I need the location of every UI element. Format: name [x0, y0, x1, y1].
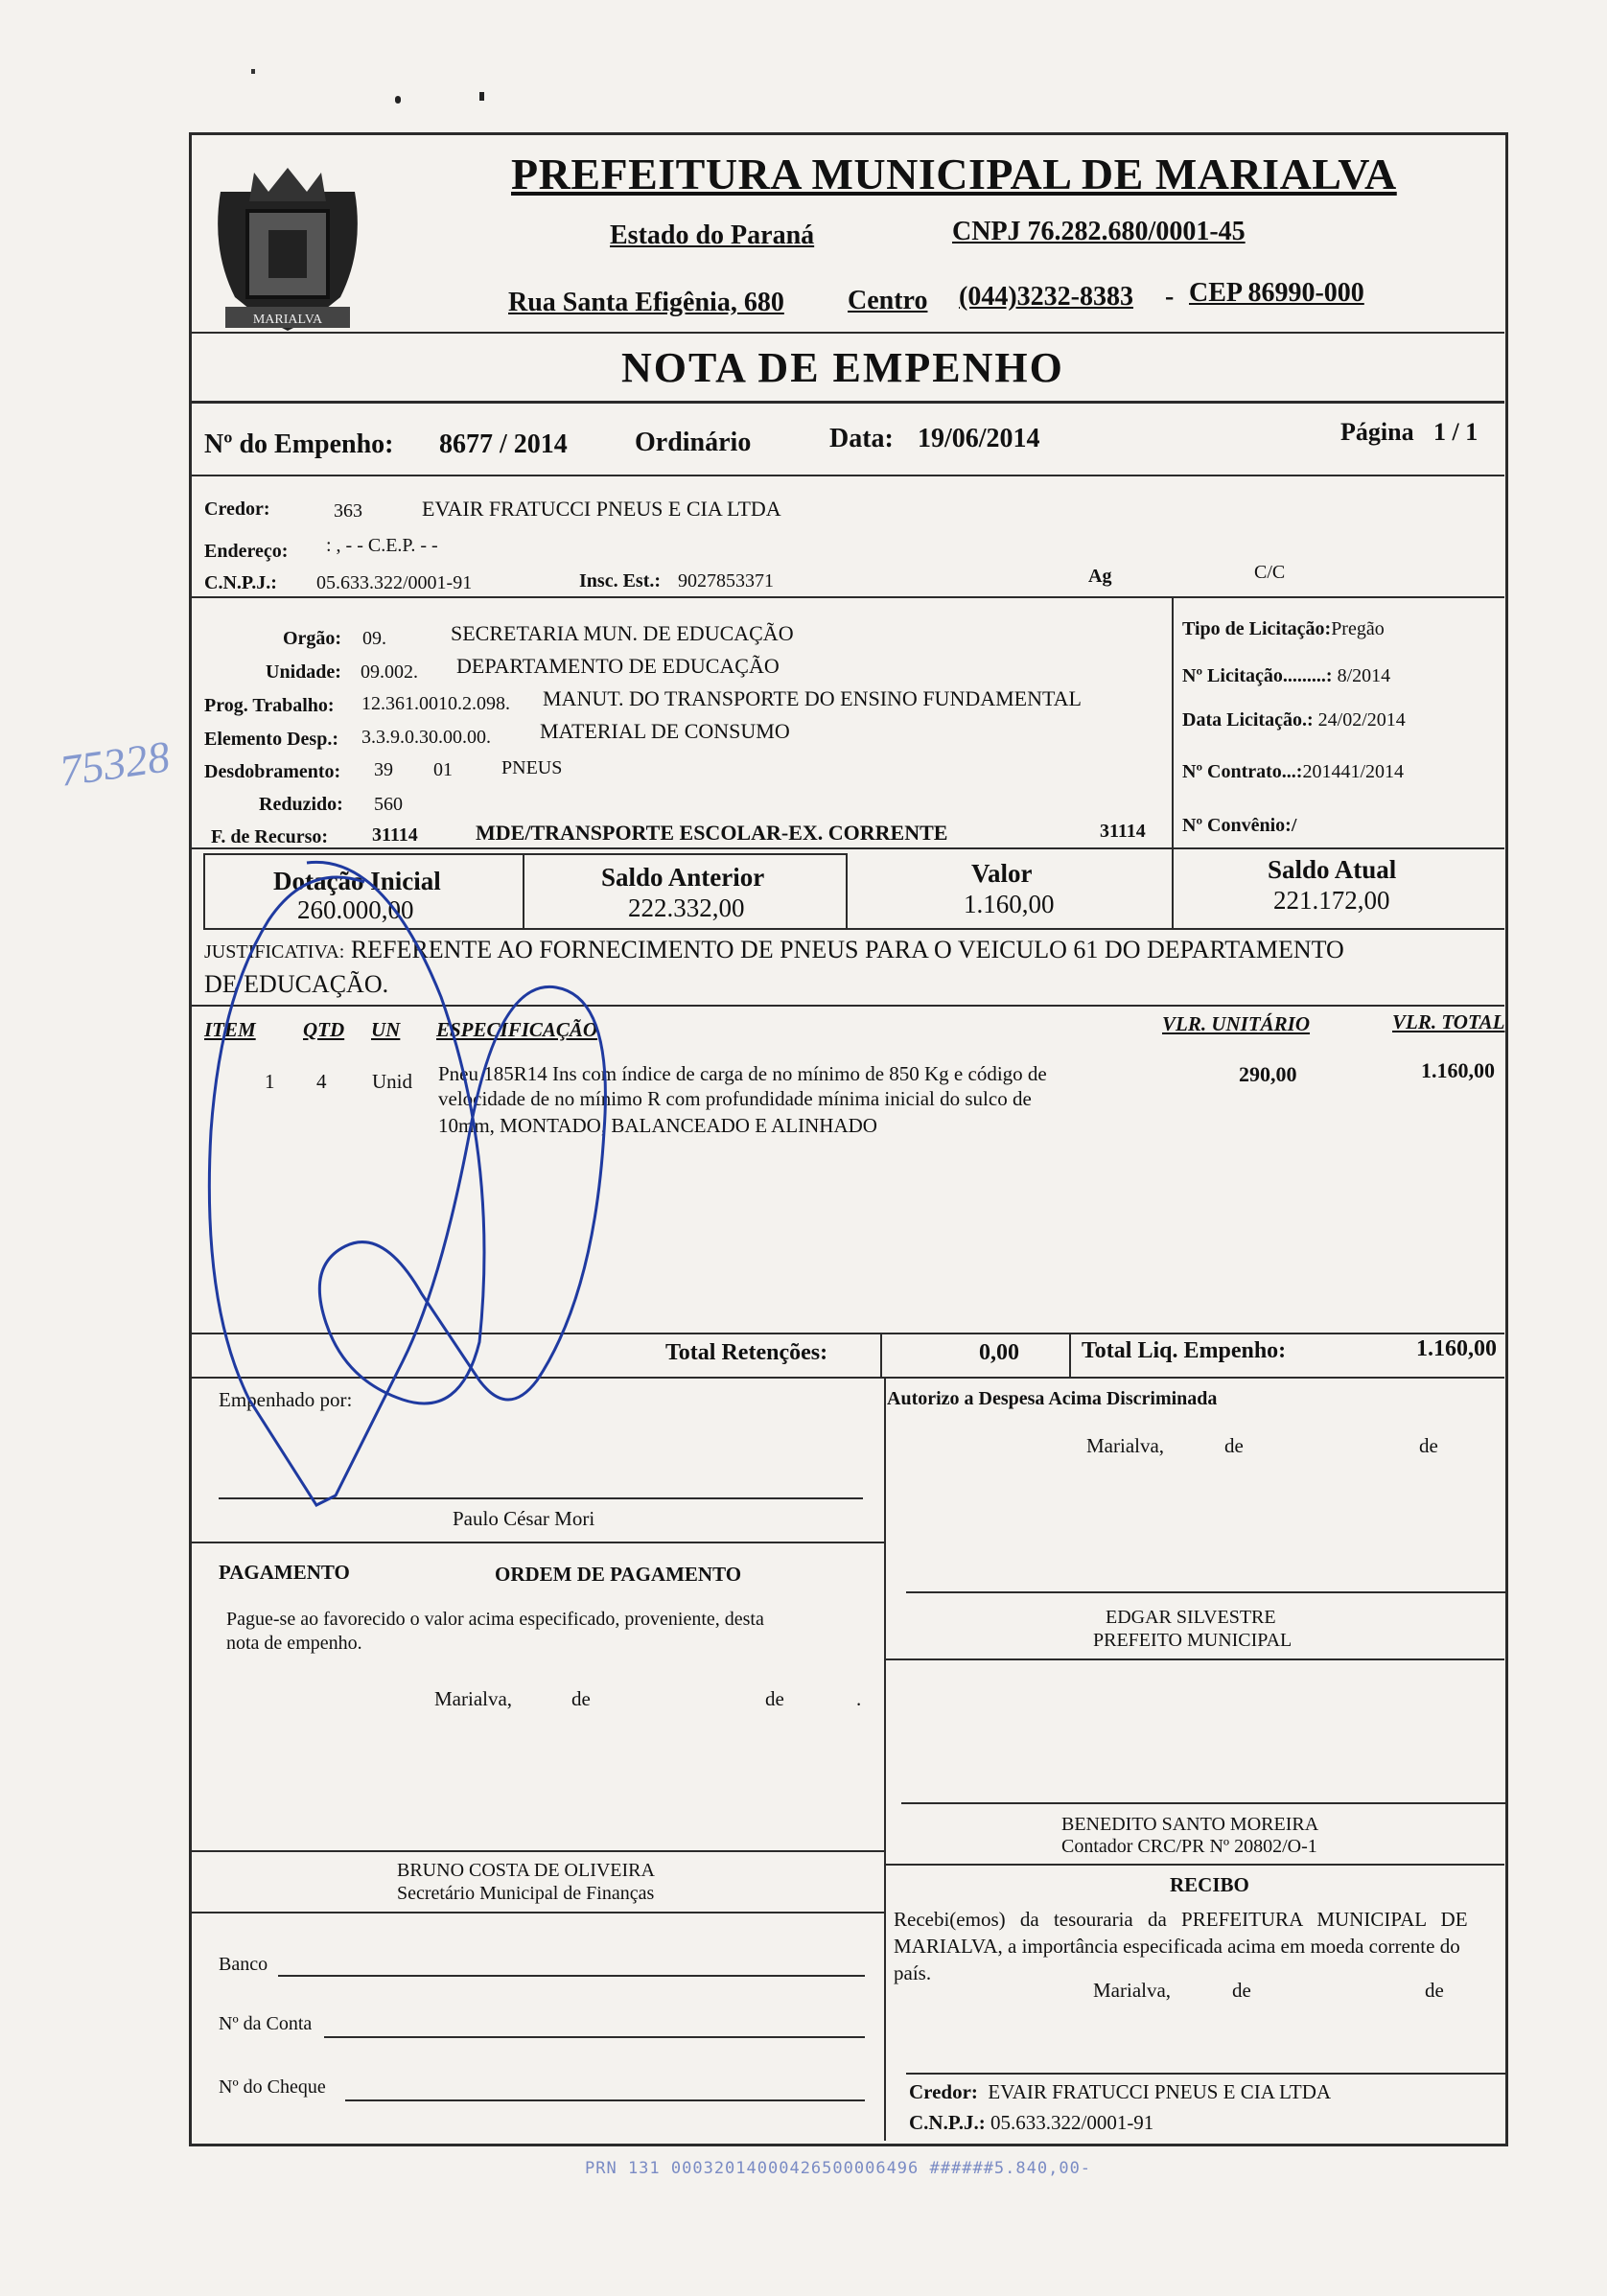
ag-label: Ag [1088, 566, 1112, 587]
scan-speck [479, 92, 484, 101]
banco-label: Banco [219, 1954, 268, 1975]
tipo-licitacao-value: Pregão [1331, 618, 1385, 639]
recibo-de1: de [1232, 1979, 1251, 2002]
signature-line [906, 1591, 1508, 1593]
recibo-credor-label: Credor: [909, 2080, 978, 2103]
recibo-place: Marialva, [1093, 1979, 1172, 2002]
cep: CEP 86990-000 [1189, 278, 1364, 308]
anterior-value: 222.332,00 [628, 893, 745, 922]
desdobr-sub: 01 [433, 759, 453, 780]
ordem-label: ORDEM DE PAGAMENTO [495, 1563, 742, 1586]
col-un: UN [371, 1018, 401, 1041]
crest-icon [201, 153, 374, 345]
insc-value: 9027853371 [678, 570, 774, 591]
divider-v [1172, 596, 1174, 847]
signature-line [906, 2073, 1508, 2075]
recibo-label: RECIBO [1170, 1873, 1249, 1896]
valor-label: Valor [971, 859, 1033, 888]
data-licitacao [1182, 709, 1406, 731]
conta-field[interactable] [324, 2036, 865, 2038]
liq-label: Total Liq. Empenho: [1082, 1338, 1287, 1363]
page-number: 1 / 1 [1433, 418, 1479, 446]
empenho-date: 19/06/2014 [918, 424, 1040, 453]
item-vlr-total: 1.160,00 [1421, 1058, 1495, 1082]
cnpj-value: 05.633.322/0001-91 [316, 572, 473, 593]
autorizo-de1: de [1224, 1434, 1244, 1457]
divider-v [884, 1377, 886, 2141]
recibo-text-3: país. [894, 1961, 932, 1984]
signature-line [901, 1802, 1507, 1804]
cheque-field[interactable] [345, 2099, 865, 2101]
divider [884, 1658, 1504, 1660]
contador-name: BENEDITO SANTO MOREIRA [1061, 1814, 1319, 1835]
page-title: PREFEITURA MUNICIPAL DE MARIALVA [511, 150, 1397, 198]
credor-label: Credor: [204, 499, 270, 520]
autorizo-label: Autorizo a Despesa Acima Discriminada [887, 1388, 1218, 1409]
address-value: : , - - C.E.P. - - [326, 535, 438, 556]
contrato [1182, 761, 1404, 783]
recibo-credor-name: EVAIR FRATUCCI PNEUS E CIA LTDA [988, 2080, 1332, 2103]
convenio-label: Nº Convênio:/ [1182, 815, 1297, 836]
anterior-label: Saldo Anterior [601, 863, 765, 892]
col-vlr-total: VLR. TOTAL [1392, 1010, 1505, 1033]
prog-name: MANUT. DO TRANSPORTE DO ENSINO FUNDAMENTAL [543, 686, 1082, 710]
pagamento-place: Marialva, [434, 1687, 513, 1710]
insc-label: Insc. Est.: [579, 570, 662, 591]
divider [191, 332, 1504, 334]
col-espec: ESPECIFICAÇÃO [436, 1018, 598, 1041]
empenhado-name: Paulo César Mori [453, 1507, 595, 1530]
desdobr-code: 39 [374, 759, 393, 780]
recurso-name: MDE/TRANSPORTE ESCOLAR-EX. CORRENTE [476, 821, 948, 845]
credor-code: 363 [334, 500, 362, 522]
num-licitacao-label: Nº Licitação.........: [1182, 665, 1333, 686]
justificativa-line1: REFERENTE AO FORNECIMENTO DE PNEUS PARA O VEICULO 61 DO DEPARTAMENTO [350, 936, 1344, 963]
contrato-label: Nº Contrato...: [1182, 761, 1303, 782]
divider-v [1172, 847, 1174, 930]
item-espec-3: 10mm, MONTADO, BALANCEADO E ALINHADO [438, 1114, 877, 1137]
orgao-code: 09. [362, 628, 386, 649]
desdobr-name: PNEUS [501, 757, 563, 778]
cnpj-header: CNPJ 76.282.680/0001-45 [952, 217, 1246, 246]
pagamento-de1: de [571, 1687, 591, 1710]
item-espec-1: Pneu 185R14 Ins com índice de carga de no mínimo de 850 Kg e código de [438, 1062, 1047, 1085]
empenho-number-label: Nº do Empenho: [204, 429, 394, 459]
recibo-cnpj [909, 2111, 1153, 2135]
justificativa-label: JUSTIFICATIVA: [204, 941, 345, 962]
atual-value: 221.172,00 [1273, 886, 1390, 915]
orgao-name: SECRETARIA MUN. DE EDUCAÇÃO [451, 621, 794, 645]
orgao-label: Orgão: [283, 628, 342, 649]
divider [191, 1542, 885, 1543]
item-un: Unid [372, 1070, 412, 1093]
divider-v [1069, 1333, 1071, 1377]
dash: - [1165, 282, 1175, 312]
recibo-cnpj-label: C.N.P.J.: [909, 2111, 986, 2134]
recibo-de2: de [1425, 1979, 1444, 2002]
data-licitacao-label: Data Licitação.: [1182, 709, 1314, 731]
page-label: Página [1340, 418, 1414, 446]
cnpj-label: C.N.P.J.: [204, 572, 277, 593]
phone: (044)3232-8383 [959, 282, 1133, 312]
elemento-name: MATERIAL DE CONSUMO [540, 719, 790, 743]
autorizo-place: Marialva, [1086, 1434, 1165, 1457]
pagamento-label: PAGAMENTO [219, 1561, 350, 1584]
dotacao-label: Dotação Inicial [273, 867, 441, 895]
pagamento-text-1: Pague-se ao favorecido o valor acima especificado, proveniente, desta [226, 1609, 764, 1630]
margin-handwriting: 75328 [57, 731, 173, 796]
convenio [1182, 815, 1296, 837]
prefeito-name: EDGAR SILVESTRE [1106, 1607, 1276, 1628]
num-licitacao [1182, 665, 1390, 687]
footer-code: PRN 131 00032014000426500006496 ######5.840,00- [585, 2159, 1092, 2178]
contrato-value: 201441/2014 [1302, 761, 1405, 782]
credor-name: EVAIR FRATUCCI PNEUS E CIA LTDA [422, 497, 781, 521]
divider-v [846, 853, 848, 930]
state: Estado do Paraná [610, 220, 815, 250]
recibo-text-2: MARIALVA, a importância especificada acima em moeda corrente do [894, 1935, 1460, 1958]
empenho-number: 8677 / 2014 [439, 429, 568, 459]
elemento-label: Elemento Desp.: [204, 729, 338, 750]
scan-speck [251, 69, 255, 74]
recurso-code: 31114 [372, 824, 418, 846]
col-vlr-unit: VLR. UNITÁRIO [1162, 1012, 1311, 1035]
col-item: ITEM [204, 1018, 256, 1041]
tipo-licitacao [1182, 618, 1385, 640]
data-licitacao-value: 24/02/2014 [1317, 709, 1406, 731]
elemento-code: 3.3.9.0.30.00.00. [361, 727, 491, 748]
divider [191, 596, 1504, 598]
dotacao-value: 260.000,00 [297, 895, 414, 924]
pagamento-de2: de [765, 1687, 784, 1710]
divider [191, 1912, 885, 1913]
crest-text: MARIALVA [252, 313, 323, 327]
reduzido-value: 560 [374, 794, 403, 815]
contador-role: Contador CRC/PR Nº 20802/O-1 [1061, 1836, 1317, 1857]
retencoes-value: 0,00 [979, 1340, 1019, 1365]
tipo-licitacao-label: Tipo de Licitação: [1182, 618, 1332, 639]
secretario-role: Secretário Municipal de Finanças [397, 1883, 655, 1904]
pagamento-text-2: nota de empenho. [226, 1633, 362, 1654]
empenho-date-label: Data: [829, 424, 894, 453]
reduzido-label: Reduzido: [259, 794, 343, 815]
prog-label: Prog. Trabalho: [204, 695, 335, 716]
banco-field[interactable] [278, 1975, 865, 1977]
liq-value: 1.160,00 [1416, 1336, 1497, 1361]
divider [191, 401, 1504, 404]
prefeito-role: PREFEITO MUNICIPAL [1093, 1630, 1293, 1651]
divider [191, 1850, 885, 1852]
recurso-label: F. de Recurso: [211, 826, 329, 847]
cc-label: C/C [1254, 562, 1286, 583]
num-licitacao-value: 8/2014 [1337, 665, 1391, 686]
prog-code: 12.361.0010.2.098. [361, 693, 510, 714]
recurso-code2: 31114 [1100, 821, 1146, 842]
pagamento-dot: . [856, 1687, 862, 1710]
doc-title: NOTA DE EMPENHO [621, 344, 1064, 391]
divider [884, 1864, 1504, 1866]
empenho-type: Ordinário [635, 428, 752, 457]
recibo-cnpj-value: 05.633.322/0001-91 [990, 2111, 1154, 2134]
item-qtd: 4 [316, 1070, 327, 1093]
autorizo-de2: de [1419, 1434, 1438, 1457]
district: Centro [848, 286, 928, 315]
desdobr-label: Desdobramento: [204, 761, 341, 782]
address: Rua Santa Efigênia, 680 [508, 288, 784, 317]
address-label: Endereço: [204, 541, 289, 562]
unidade-name: DEPARTAMENTO DE EDUCAÇÃO [456, 654, 780, 678]
item-espec-2: velocidade de no mínimo R com profundidade mínima inicial do sulco de [438, 1087, 1032, 1110]
empenhado-label: Empenhado por: [219, 1388, 353, 1411]
secretario-name: BRUNO COSTA DE OLIVEIRA [397, 1860, 655, 1881]
divider [191, 475, 1504, 476]
cheque-label: Nº do Cheque [219, 2076, 326, 2098]
col-qtd: QTD [303, 1018, 345, 1041]
atual-label: Saldo Atual [1268, 855, 1397, 884]
scan-speck [395, 96, 401, 104]
conta-label: Nº da Conta [219, 2013, 313, 2034]
justificativa-line2: DE EDUCAÇÃO. [204, 970, 389, 998]
valor-value: 1.160,00 [964, 890, 1055, 918]
retencoes-label: Total Retenções: [665, 1340, 828, 1365]
unidade-code: 09.002. [361, 661, 418, 683]
recibo-credor [909, 2080, 1331, 2104]
divider-v [880, 1333, 882, 1377]
item-number: 1 [265, 1070, 275, 1093]
item-vlr-unit: 290,00 [1239, 1062, 1297, 1086]
recibo-text-1: Recebi(emos) da tesouraria da PREFEITURA MUNICIPAL DE [894, 1908, 1468, 1931]
handwritten-signature [192, 844, 671, 1534]
unidade-label: Unidade: [266, 661, 341, 683]
